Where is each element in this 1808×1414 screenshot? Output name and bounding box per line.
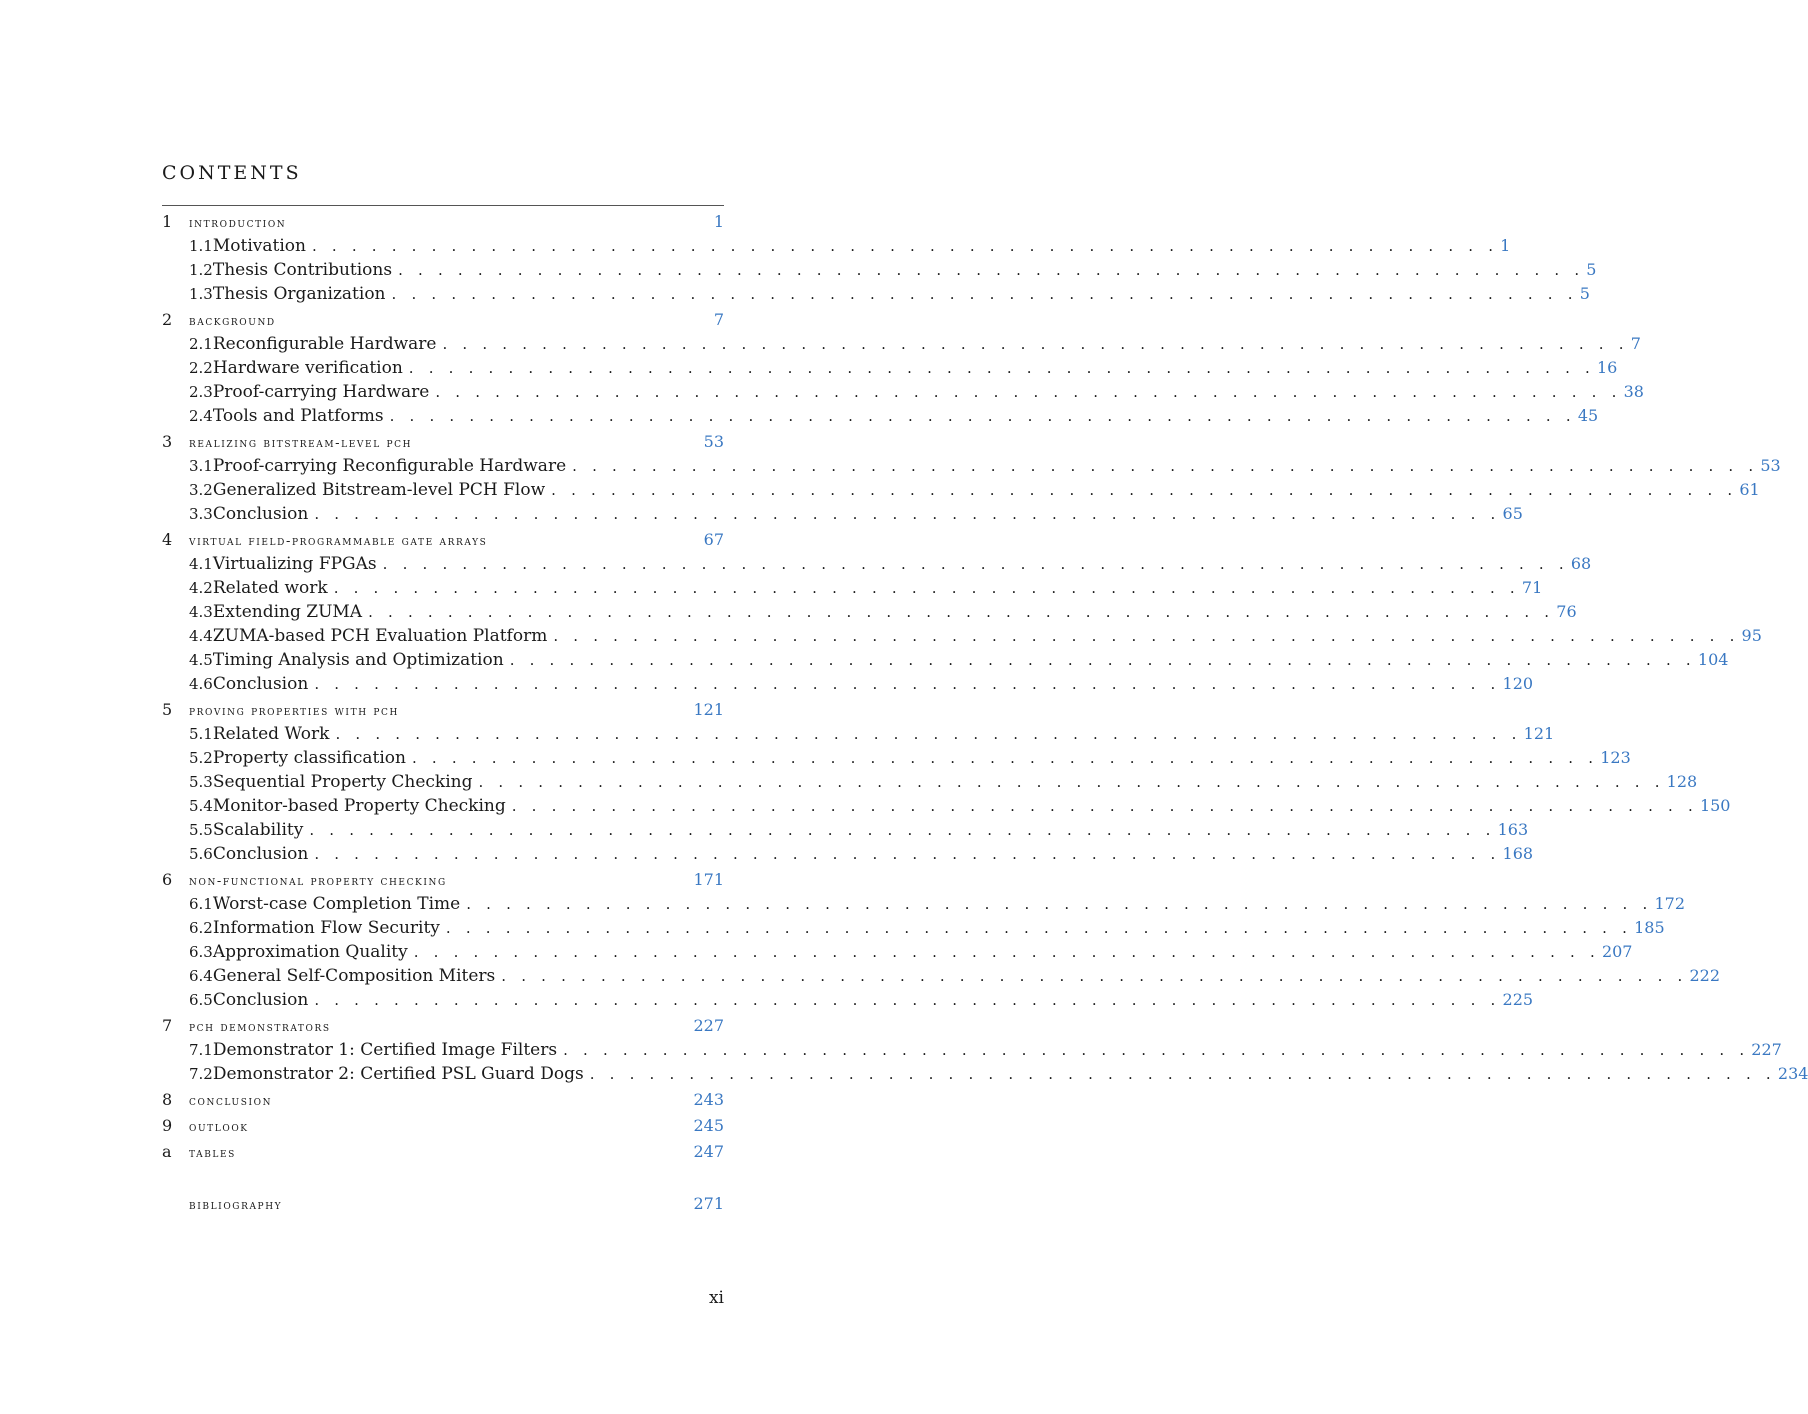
section-title[interactable]: Motivation	[212, 236, 306, 256]
section-number: 5.6	[189, 845, 213, 863]
dot-leader: . . . . . . . . . . . . . . . . . . . . . . . . . . . . . . . . . . . . . . . . . . . . . . . . . . . . . . . . . . . .	[335, 725, 1522, 743]
section-page-link[interactable]: 234	[1777, 1064, 1808, 1083]
chapter-page-link[interactable]: 245	[693, 1116, 724, 1135]
toc-section-entry[interactable]	[162, 382, 1644, 406]
dot-leader: . . . . . . . . . . . . . . . . . . . . . . . . . . . . . . . . . . . . . . . . . . . . . . . . . . . . . . . . . . . .	[391, 285, 1578, 303]
chapter-number: 9	[162, 1116, 173, 1135]
section-page-link[interactable]: 120	[1502, 674, 1534, 693]
dot-leader: . . . . . . . . . . . . . . . . . . . . . . . . . . . . . . . . . . . . . . . . . . . . . . . . . . . . . . . . . . . .	[368, 603, 1555, 621]
chapter-page-link[interactable]: 53	[703, 432, 724, 451]
section-page-link[interactable]: 227	[1751, 1040, 1782, 1059]
dot-leader: . . . . . . . . . . . . . . . . . . . . . . . . . . . . . . . . . . . . . . . . . . . . . . . . . . . . . . . . . . . .	[311, 237, 1499, 255]
section-number: 6.3	[189, 943, 213, 961]
chapter-title[interactable]: virtual field-programmable gate arrays	[189, 534, 488, 549]
section-title[interactable]: Conclusion	[212, 990, 309, 1010]
section-title[interactable]: Demonstrator 2: Certified PSL Guard Dogs	[212, 1064, 584, 1084]
section-title[interactable]: Demonstrator 1: Certified Image Filters	[212, 1040, 558, 1060]
chapter-page-link[interactable]: 1	[713, 212, 724, 231]
section-title[interactable]: Property classification	[212, 748, 406, 768]
toc-section-entry[interactable]	[162, 358, 1618, 382]
dot-leader: . . . . . . . . . . . . . . . . . . . . . . . . . . . . . . . . . . . . . . . . . . . . . . . . . . . . . . . . . . . .	[314, 991, 1501, 1009]
section-title[interactable]: Conclusion	[212, 674, 309, 694]
dot-leader: . . . . . . . . . . . . . . . . . . . . . . . . . . . . . . . . . . . . . . . . . . . . . . . . . . . . . . . . . . . .	[478, 773, 1665, 791]
dot-leader: . . . . . . . . . . . . . . . . . . . . . . . . . . . . . . . . . . . . . . . . . . . . . . . . . . . . . . . . . . . .	[412, 749, 1599, 767]
section-title[interactable]: Hardware verification	[212, 358, 403, 378]
toc-chapter-entry[interactable]	[162, 1116, 724, 1140]
chapter-page-link[interactable]: 7	[713, 310, 724, 329]
section-number: 3.3	[189, 505, 213, 523]
section-number: 7.1	[189, 1041, 213, 1059]
chapter-number: 1	[162, 212, 173, 231]
section-page-link[interactable]: 225	[1502, 990, 1534, 1009]
chapter-number: 7	[162, 1016, 173, 1035]
section-number: 4.6	[189, 675, 213, 693]
dot-leader: . . . . . . . . . . . . . . . . . . . . . . . . . . . . . . . . . . . . . . . . . . . . . . . . . . . . . . . . . . . .	[442, 335, 1629, 353]
chapter-title[interactable]: bibliography	[189, 1198, 283, 1213]
dot-leader: . . . . . . . . . . . . . . . . . . . . . . . . . . . . . . . . . . . . . . . . . . . . . . . . . . . . . . . . . . . .	[563, 1041, 1750, 1059]
chapter-page-link[interactable]: 271	[693, 1194, 724, 1213]
dot-leader: . . . . . . . . . . . . . . . . . . . . . . . . . . . . . . . . . . . . . . . . . . . . . . . . . . . . . . . . . . . .	[408, 359, 1595, 377]
chapter-page-link[interactable]: 171	[693, 870, 724, 889]
section-page-link[interactable]: 1	[1500, 236, 1511, 255]
section-title[interactable]: Conclusion	[212, 504, 309, 524]
dot-leader: . . . . . . . . . . . . . . . . . . . . . . . . . . . . . . . . . . . . . . . . . . . . . . . . . . . . . . . . . . . .	[553, 627, 1740, 645]
chapter-title[interactable]: conclusion	[189, 1094, 273, 1109]
section-title[interactable]: Related work	[212, 578, 328, 598]
section-number: 5.4	[189, 797, 213, 815]
chapter-number: 6	[162, 870, 173, 889]
table-of-contents	[162, 210, 1808, 1218]
section-number: 6.2	[189, 919, 213, 937]
section-number: 2.4	[189, 407, 213, 425]
section-title[interactable]: Monitor-based Property Checking	[212, 796, 506, 816]
chapter-title[interactable]: realizing bitstream-level pch	[189, 436, 413, 451]
section-page-link[interactable]: 123	[1600, 748, 1631, 767]
section-page-link[interactable]: 95	[1741, 626, 1762, 645]
section-number: 1.3	[189, 285, 213, 303]
section-title[interactable]: Thesis Contributions	[212, 260, 393, 280]
section-number: 3.1	[189, 457, 213, 475]
toc-section-entry[interactable]	[162, 1040, 1782, 1064]
page-number: xi	[708, 1288, 724, 1308]
section-number: 2.1	[189, 335, 213, 353]
section-page-link[interactable]: 163	[1497, 820, 1529, 839]
toc-chapter-entry[interactable]	[162, 212, 724, 236]
chapter-number: 3	[162, 432, 173, 451]
section-title[interactable]: Approximation Quality	[212, 942, 408, 962]
dot-leader: . . . . . . . . . . . . . . . . . . . . . . . . . . . . . . . . . . . . . . . . . . . . . . . . . . . . . . . . . . . .	[509, 651, 1696, 669]
chapter-title[interactable]: non-functional property checking	[189, 874, 447, 889]
section-page-link[interactable]: 45	[1577, 406, 1599, 425]
section-page-link[interactable]: 76	[1556, 602, 1577, 621]
section-title[interactable]: Thesis Organization	[212, 284, 386, 304]
toc-chapter-entry[interactable]	[162, 310, 724, 334]
section-title[interactable]: Proof-carrying Reconfigurable Hardware	[212, 456, 567, 476]
section-page-link[interactable]: 185	[1634, 918, 1665, 937]
section-number: 5.1	[189, 725, 213, 743]
section-title[interactable]: Extending ZUMA	[212, 602, 363, 622]
toc-section-entry[interactable]	[162, 796, 1731, 820]
section-page-link[interactable]: 71	[1521, 578, 1543, 597]
section-page-link[interactable]: 222	[1689, 966, 1721, 985]
toc-section-entry[interactable]	[162, 626, 1762, 650]
chapter-page-link[interactable]: 121	[693, 700, 724, 719]
toc-section-entry[interactable]	[162, 578, 1543, 602]
dot-leader: . . . . . . . . . . . . . . . . . . . . . . . . . . . . . . . . . . . . . . . . . . . . . . . . . . . . . . . . . . . .	[445, 919, 1633, 937]
section-number: 2.3	[189, 383, 213, 401]
section-number: 5.2	[189, 749, 213, 767]
dot-leader: . . . . . . . . . . . . . . . . . . . . . . . . . . . . . . . . . . . . . . . . . . . . . . . . . . . . . . . . . . . .	[314, 675, 1501, 693]
toc-section-entry[interactable]	[162, 674, 1534, 698]
section-title[interactable]: ZUMA-based PCH Evaluation Platform	[212, 626, 548, 646]
section-number: 4.3	[189, 603, 213, 621]
section-number: 5.5	[189, 821, 213, 839]
chapter-title[interactable]: outlook	[189, 1120, 249, 1135]
dot-leader: . . . . . . . . . . . . . . . . . . . . . . . . . . . . . . . . . . . . . . . . . . . . . . . . . . . . . . . . . . . .	[589, 1065, 1776, 1083]
section-title[interactable]: Information Flow Security	[212, 918, 440, 938]
section-page-link[interactable]: 172	[1654, 894, 1685, 913]
toc-chapter-entry[interactable]	[162, 432, 724, 456]
toc-section-entry[interactable]	[162, 236, 1511, 260]
dot-leader: . . . . . . . . . . . . . . . . . . . . . . . . . . . . . . . . . . . . . . . . . . . . . . . . . . . . . . . . . . . .	[413, 943, 1600, 961]
section-title[interactable]: Scalability	[212, 820, 304, 840]
chapter-title[interactable]: pch demonstrators	[189, 1020, 331, 1035]
toc-page	[162, 0, 1808, 1414]
section-number: 4.2	[189, 579, 213, 597]
toc-section-entry[interactable]	[162, 554, 1592, 578]
toc-section-entry[interactable]	[162, 456, 1781, 480]
section-title[interactable]: Virtualizing FPGAs	[212, 554, 377, 574]
section-title[interactable]: Proof-carrying Hardware	[212, 382, 430, 402]
dot-leader: . . . . . . . . . . . . . . . . . . . . . . . . . . . . . . . . . . . . . . . . . . . . . . . . . . . . . . . . . . . .	[309, 821, 1496, 839]
section-page-link[interactable]: 53	[1760, 456, 1781, 475]
toc-section-entry[interactable]	[162, 284, 1590, 308]
section-page-link[interactable]: 5	[1579, 284, 1590, 303]
page-title: CONTENTS	[162, 162, 302, 184]
dot-leader: . . . . . . . . . . . . . . . . . . . . . . . . . . . . . . . . . . . . . . . . . . . . . . . . . . . . . . . . . . . .	[398, 261, 1585, 279]
chapter-title[interactable]: proving properties with pch	[189, 704, 399, 719]
toc-section-entry[interactable]	[162, 260, 1597, 284]
toc-section-entry[interactable]	[162, 748, 1631, 772]
chapter-number: 4	[162, 530, 173, 549]
section-page-link[interactable]: 38	[1623, 382, 1644, 401]
chapter-number: 5	[162, 700, 173, 719]
section-number: 4.1	[189, 555, 213, 573]
toc-section-entry[interactable]	[162, 844, 1534, 868]
section-page-link[interactable]: 168	[1502, 844, 1534, 863]
dot-leader: . . . . . . . . . . . . . . . . . . . . . . . . . . . . . . . . . . . . . . . . . . . . . . . . . . . . . . . . . . . .	[511, 797, 1698, 815]
section-title[interactable]: Related Work	[212, 724, 330, 744]
toc-section-entry[interactable]	[162, 942, 1633, 966]
section-number: 1.2	[189, 261, 213, 279]
section-number: 5.3	[189, 773, 213, 791]
chapter-number: 8	[162, 1090, 173, 1109]
toc-chapter-entry[interactable]	[162, 700, 724, 724]
dot-leader: . . . . . . . . . . . . . . . . . . . . . . . . . . . . . . . . . . . . . . . . . . . . . . . . . . . . . . . . . . . .	[314, 845, 1501, 863]
chapter-page-link[interactable]: 67	[703, 530, 724, 549]
chapter-page-link[interactable]: 227	[693, 1016, 724, 1035]
section-title[interactable]: Worst-case Completion Time	[212, 894, 461, 914]
section-title[interactable]: Sequential Property Checking	[212, 772, 473, 792]
toc-section-entry[interactable]	[162, 1064, 1808, 1088]
section-number: 2.2	[189, 359, 213, 377]
section-title[interactable]: Reconfigurable Hardware	[212, 334, 437, 354]
dot-leader: . . . . . . . . . . . . . . . . . . . . . . . . . . . . . . . . . . . . . . . . . . . . . . . . . . . . . . . . . . . .	[382, 555, 1569, 573]
toc-section-entry[interactable]	[162, 820, 1529, 844]
section-number: 6.5	[189, 991, 213, 1009]
toc-section-entry[interactable]	[162, 602, 1577, 626]
chapter-title[interactable]: tables	[189, 1146, 236, 1161]
toc-chapter-entry[interactable]	[162, 1142, 724, 1166]
dot-leader: . . . . . . . . . . . . . . . . . . . . . . . . . . . . . . . . . . . . . . . . . . . . . . . . . . . . . . . . . . . .	[389, 407, 1576, 425]
section-page-link[interactable]: 68	[1570, 554, 1592, 573]
toc-section-entry[interactable]	[162, 406, 1599, 430]
dot-leader: . . . . . . . . . . . . . . . . . . . . . . . . . . . . . . . . . . . . . . . . . . . . . . . . . . . . . . . . . . . .	[466, 895, 1653, 913]
section-page-link[interactable]: 207	[1601, 942, 1633, 961]
chapter-number: 2	[162, 310, 173, 329]
toc-chapter-entry[interactable]	[162, 1194, 724, 1218]
section-number: 1.1	[189, 237, 213, 255]
toc-section-entry[interactable]	[162, 504, 1523, 528]
toc-section-entry[interactable]	[162, 918, 1665, 942]
section-title[interactable]: General Self-Composition Miters	[212, 966, 496, 986]
section-page-link[interactable]: 128	[1666, 772, 1698, 791]
toc-section-entry[interactable]	[162, 894, 1685, 918]
chapter-title[interactable]: introduction	[189, 216, 287, 231]
section-title[interactable]: Conclusion	[212, 844, 309, 864]
dot-leader: . . . . . . . . . . . . . . . . . . . . . . . . . . . . . . . . . . . . . . . . . . . . . . . . . . . . . . . . . . . .	[333, 579, 1520, 597]
section-page-link[interactable]: 150	[1699, 796, 1731, 815]
toc-section-entry[interactable]	[162, 990, 1534, 1014]
toc-section-entry[interactable]	[162, 966, 1721, 990]
toc-chapter-entry[interactable]	[162, 530, 724, 554]
section-page-link[interactable]: 65	[1502, 504, 1523, 523]
section-page-link[interactable]: 7	[1630, 334, 1641, 353]
chapter-page-link[interactable]: 247	[693, 1142, 724, 1161]
section-page-link[interactable]: 121	[1523, 724, 1555, 743]
section-number: 6.1	[189, 895, 213, 913]
chapter-number: a	[162, 1142, 172, 1161]
toc-section-entry[interactable]	[162, 334, 1641, 358]
section-number: 4.4	[189, 627, 213, 645]
section-title[interactable]: Timing Analysis and Optimization	[212, 650, 504, 670]
toc-chapter-entry[interactable]	[162, 1016, 724, 1040]
section-page-link[interactable]: 16	[1596, 358, 1618, 377]
dot-leader: . . . . . . . . . . . . . . . . . . . . . . . . . . . . . . . . . . . . . . . . . . . . . . . . . . . . . . . . . . . .	[501, 967, 1688, 985]
section-title[interactable]: Tools and Platforms	[212, 406, 384, 426]
section-page-link[interactable]: 104	[1697, 650, 1729, 669]
toc-section-entry[interactable]	[162, 724, 1555, 748]
section-page-link[interactable]: 61	[1739, 480, 1760, 499]
section-number: 7.2	[189, 1065, 213, 1083]
dot-leader: . . . . . . . . . . . . . . . . . . . . . . . . . . . . . . . . . . . . . . . . . . . . . . . . . . . . . . . . . . . .	[314, 505, 1501, 523]
section-title[interactable]: Generalized Bitstream-level PCH Flow	[212, 480, 546, 500]
section-number: 6.4	[189, 967, 213, 985]
dot-leader: . . . . . . . . . . . . . . . . . . . . . . . . . . . . . . . . . . . . . . . . . . . . . . . . . . . . . . . . . . . .	[435, 383, 1622, 401]
toc-section-entry[interactable]	[162, 480, 1760, 504]
toc-section-entry[interactable]	[162, 650, 1729, 674]
toc-chapter-entry[interactable]	[162, 1090, 724, 1114]
toc-section-entry[interactable]	[162, 772, 1698, 796]
section-page-link[interactable]: 5	[1586, 260, 1597, 279]
toc-chapter-entry[interactable]	[162, 870, 724, 894]
dot-leader: . . . . . . . . . . . . . . . . . . . . . . . . . . . . . . . . . . . . . . . . . . . . . . . . . . . . . . . . . . . .	[572, 457, 1759, 475]
section-number: 4.5	[189, 651, 213, 669]
section-number: 3.2	[189, 481, 213, 499]
chapter-page-link[interactable]: 243	[693, 1090, 724, 1109]
dot-leader: . . . . . . . . . . . . . . . . . . . . . . . . . . . . . . . . . . . . . . . . . . . . . . . . . . . . . . . . . . . .	[551, 481, 1738, 499]
chapter-title[interactable]: background	[189, 314, 276, 329]
title-rule	[162, 205, 724, 206]
